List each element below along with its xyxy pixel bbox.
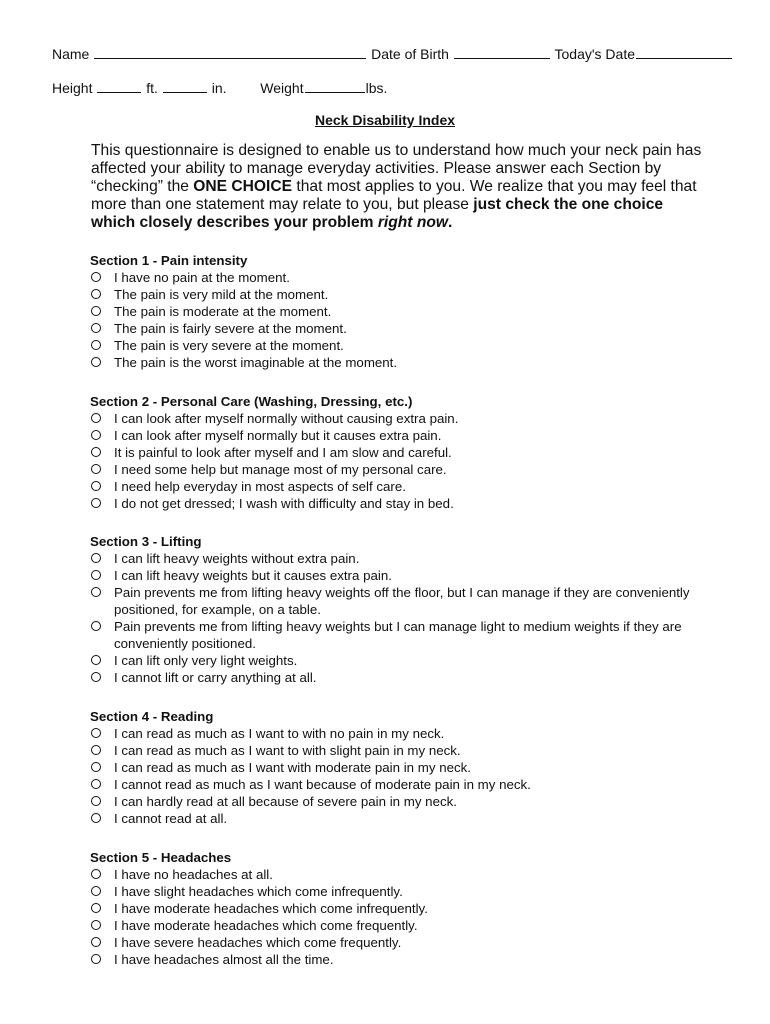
radio-circle-icon[interactable] [91, 272, 101, 282]
option-row[interactable] [90, 286, 720, 303]
today-date-field[interactable] [636, 45, 732, 59]
option-row[interactable] [90, 461, 720, 478]
section-title: Section 2 - Personal Care (Washing, Dressing, etc.) [90, 394, 413, 409]
option-row[interactable] [90, 652, 720, 669]
option-label: I can look after myself normally but it causes extra pain. [114, 428, 442, 443]
option-label: I can read as much as I want to with slight pain in my neck. [114, 743, 461, 758]
weight-field[interactable] [305, 79, 365, 93]
section-5 [90, 849, 720, 968]
option-row[interactable] [90, 410, 720, 427]
radio-circle-icon[interactable] [91, 447, 101, 457]
intro-bold-1: ONE CHOICE [193, 178, 293, 195]
radio-circle-icon[interactable] [91, 481, 101, 491]
height-weight-row [52, 79, 387, 96]
option-label: I can read as much as I want with moderate pain in my neck. [114, 760, 471, 775]
intro-paragraph [91, 142, 711, 232]
option-row[interactable] [90, 866, 720, 883]
radio-circle-icon[interactable] [91, 728, 101, 738]
radio-circle-icon[interactable] [91, 745, 101, 755]
section-title: Section 5 - Headaches [90, 850, 232, 865]
radio-circle-icon[interactable] [91, 553, 101, 563]
radio-circle-icon[interactable] [91, 903, 101, 913]
radio-circle-icon[interactable] [91, 920, 101, 930]
option-row[interactable] [90, 917, 720, 934]
radio-circle-icon[interactable] [91, 672, 101, 682]
option-row[interactable] [90, 495, 720, 512]
option-label: I need some help but manage most of my personal care. [114, 462, 447, 477]
option-label: I have moderate headaches which come infrequently. [114, 901, 428, 916]
option-label: I have no pain at the moment. [114, 270, 290, 285]
option-row[interactable] [90, 320, 720, 337]
option-row[interactable] [90, 427, 720, 444]
section-title: Section 4 - Reading [90, 709, 214, 724]
option-label: I can hardly read at all because of severe pain in my neck. [114, 794, 457, 809]
option-row[interactable] [90, 725, 720, 742]
option-label: I can lift heavy weights but it causes extra pain. [114, 568, 392, 583]
name-date-row [52, 45, 733, 62]
option-label: I can lift heavy weights without extra pain. [114, 551, 360, 566]
option-row[interactable] [90, 742, 720, 759]
option-row[interactable] [90, 550, 720, 567]
option-row[interactable] [90, 934, 720, 951]
option-row[interactable] [90, 810, 720, 827]
radio-circle-icon[interactable] [91, 323, 101, 333]
option-label: I do not get dressed; I wash with difficulty and stay in bed. [114, 496, 454, 511]
radio-circle-icon[interactable] [91, 796, 101, 806]
option-label: Pain prevents me from lifting heavy weights off the floor, but I can manage if they are conveniently positioned, for example, on a table. [114, 585, 690, 617]
radio-circle-icon[interactable] [91, 430, 101, 440]
radio-circle-icon[interactable] [91, 340, 101, 350]
option-label: I need help everyday in most aspects of self care. [114, 479, 406, 494]
form-title: Neck Disability Index [314, 112, 456, 128]
option-label: I have severe headaches which come frequently. [114, 935, 402, 950]
option-row[interactable] [90, 900, 720, 917]
option-label: I cannot read as much as I want because of moderate pain in my neck. [114, 777, 531, 792]
height-ft-field[interactable] [97, 79, 141, 93]
radio-circle-icon[interactable] [91, 869, 101, 879]
option-label: I can read as much as I want to with no pain in my neck. [114, 726, 445, 741]
radio-circle-icon[interactable] [91, 886, 101, 896]
height-in-field[interactable] [163, 79, 207, 93]
option-row[interactable] [90, 759, 720, 776]
option-label: The pain is fairly severe at the moment. [114, 321, 347, 336]
radio-circle-icon[interactable] [91, 621, 101, 631]
in-label: in. [211, 80, 227, 96]
intro-text-1: This questionnaire is designed to enable us to understand how much your neck pain has affected your ability to manage everyday activities. Please answer each Section by “checking” the [91, 142, 702, 195]
intro-end: . [448, 214, 453, 231]
section-3 [90, 533, 720, 686]
option-label: I have moderate headaches which come frequently. [114, 918, 418, 933]
weight-label: Weight [260, 80, 304, 96]
option-label: Pain prevents me from lifting heavy weights but I can manage light to medium weights if they are conveniently positioned. [114, 619, 682, 651]
section-title: Section 3 - Lifting [90, 534, 202, 549]
radio-circle-icon[interactable] [91, 655, 101, 665]
section-1 [90, 252, 720, 371]
radio-circle-icon[interactable] [91, 357, 101, 367]
option-label: I have headaches almost all the time. [114, 952, 334, 967]
option-row[interactable] [90, 478, 720, 495]
radio-circle-icon[interactable] [91, 289, 101, 299]
option-label: I have slight headaches which come infrequently. [114, 884, 403, 899]
option-row[interactable] [90, 354, 720, 371]
option-row[interactable] [90, 951, 720, 968]
option-label: The pain is moderate at the moment. [114, 304, 332, 319]
section-2 [90, 393, 720, 512]
option-row[interactable] [90, 669, 720, 686]
option-row[interactable] [90, 584, 720, 618]
section-4 [90, 708, 720, 827]
option-row[interactable] [90, 337, 720, 354]
option-label: The pain is very mild at the moment. [114, 287, 329, 302]
intro-text-2: that most applies to you. We realize that you may feel that more than one statement may relate to you, but please [91, 178, 697, 213]
radio-circle-icon[interactable] [91, 306, 101, 316]
lbs-label: lbs. [365, 80, 388, 96]
height-label: Height [52, 80, 93, 96]
radio-circle-icon[interactable] [91, 413, 101, 423]
option-label: I cannot lift or carry anything at all. [114, 670, 317, 685]
radio-circle-icon[interactable] [91, 954, 101, 964]
name-field[interactable] [94, 45, 366, 59]
option-label: The pain is very severe at the moment. [114, 338, 344, 353]
radio-circle-icon[interactable] [91, 762, 101, 772]
radio-circle-icon[interactable] [91, 813, 101, 823]
option-label: I can look after myself normally without causing extra pain. [114, 411, 459, 426]
radio-circle-icon[interactable] [91, 587, 101, 597]
radio-circle-icon[interactable] [91, 779, 101, 789]
section-title: Section 1 - Pain intensity [90, 253, 248, 268]
option-label: I cannot read at all. [114, 811, 228, 826]
option-label: It is painful to look after myself and I am slow and careful. [114, 445, 452, 460]
option-row[interactable] [90, 303, 720, 320]
dob-label: Date of Birth [371, 46, 449, 62]
ft-label: ft. [146, 80, 158, 96]
option-label: I can lift only very light weights. [114, 653, 298, 668]
option-row[interactable] [90, 618, 720, 652]
option-label: I have no headaches at all. [114, 867, 273, 882]
name-label: Name [52, 46, 90, 62]
option-row[interactable] [90, 776, 720, 793]
option-row[interactable] [90, 567, 720, 584]
option-row[interactable] [90, 883, 720, 900]
radio-circle-icon[interactable] [91, 498, 101, 508]
intro-bold-italic: right now [377, 214, 449, 231]
option-row[interactable] [90, 444, 720, 461]
option-row[interactable] [90, 269, 720, 286]
option-label: The pain is the worst imaginable at the moment. [114, 355, 398, 370]
intro-bold-2: just check the one choice which closely describes your problem [91, 196, 664, 231]
option-row[interactable] [90, 793, 720, 810]
dob-field[interactable] [454, 45, 550, 59]
radio-circle-icon[interactable] [91, 464, 101, 474]
radio-circle-icon[interactable] [91, 937, 101, 947]
today-label: Today's Date [554, 46, 635, 62]
radio-circle-icon[interactable] [91, 570, 101, 580]
